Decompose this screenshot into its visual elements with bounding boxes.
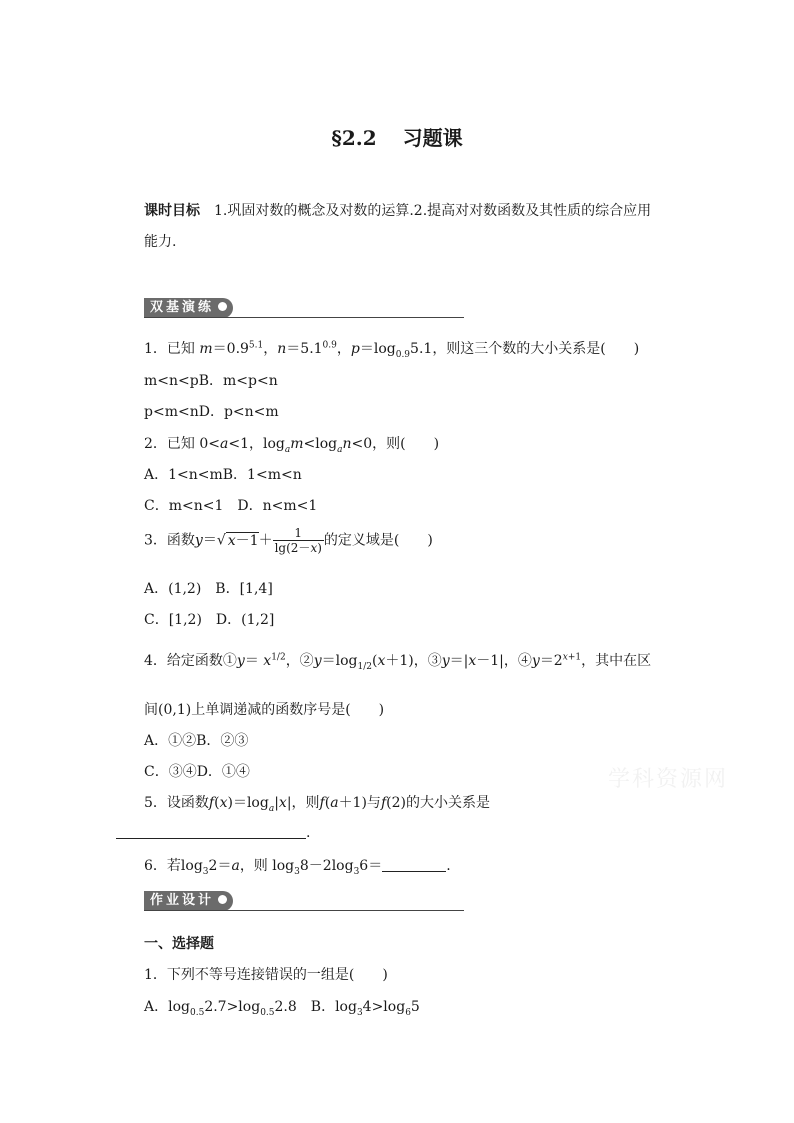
circle-icon: [218, 895, 227, 904]
question-3-option-cd: C．[1,2) D．(1,2]: [144, 612, 275, 628]
question-2-option-cd: C．m<n<1 D．n<m<1: [144, 498, 318, 514]
objective-text: 1.巩固对数的概念及对数的运算.2.提高对对数函数及其性质的综合应用能力.: [144, 203, 652, 250]
objective-label: 课时目标: [144, 203, 200, 219]
circle-icon: [218, 302, 227, 311]
lesson-objective: [144, 196, 664, 258]
divider: [144, 910, 464, 911]
question-1: 1．已知 $m=0.9^{5.1}$，$n=5.1^{0.9}$，$p=\log_{0.9}5.1$，则这三个数的大小关系是( ): [144, 340, 640, 360]
question-1-option-ab: m<n<pB．m<p<n: [144, 373, 278, 389]
divider: [144, 317, 464, 318]
homework-question-1: 1．下列不等号连接错误的一组是( ): [144, 967, 388, 983]
watermark: 学科资源网: [608, 767, 729, 792]
question-6: 6．若$\log_32=a$，则 $\log_38-2\log_36=$ .: [144, 858, 451, 877]
question-4: 4．给定函数①y＝ $x^{1/2}$，$②y=\log_{1/2}(x+1)$，③y＝|x－1|，$④y=2^{x+1}$，其中在区: [144, 652, 652, 672]
question-3-option-ab: A．(1,2) B．[1,4]: [144, 581, 273, 597]
answer-blank-6[interactable]: [382, 857, 446, 872]
question-5: 5．设函数$f(x)=\log_a|x|$，则f(a＋1)与f(2)的大小关系是: [144, 795, 490, 814]
banner-basic-practice: [144, 298, 464, 320]
question-1-option-cd: p<m<nD．p<n<m: [144, 404, 279, 420]
homework-question-1-option-ab: A．$\log_{0.5}2.7>\log_{0.5}2.8$ B．$\log_34>\log_65$: [144, 999, 420, 1018]
answer-blank-5[interactable]: .: [116, 824, 310, 841]
banner-tag: 双基演练: [144, 298, 233, 318]
question-2-option-ab: A．1<n<mB．1<m<n: [144, 467, 302, 483]
question-2: 2．已知 0<a<1，$\log_am<\log_an<0$，则( ): [144, 436, 440, 455]
question-4-option-ab: A．①②B．②③: [144, 733, 249, 749]
question-4-line2: 间(0,1)上单调递减的函数序号是( ): [144, 702, 385, 718]
banner-homework: [144, 891, 464, 913]
section-heading: 一、选择题: [144, 936, 214, 952]
banner-tag: 作业设计: [144, 891, 233, 911]
question-4-option-cd: C．③④D．①④: [144, 764, 250, 780]
page-title: §2.2 习题课: [331, 126, 463, 150]
question-3: 3．函数y＝√ x－1＋ $\frac{1}{\lg(2-x)}$ 的定义域是( ): [144, 526, 433, 555]
